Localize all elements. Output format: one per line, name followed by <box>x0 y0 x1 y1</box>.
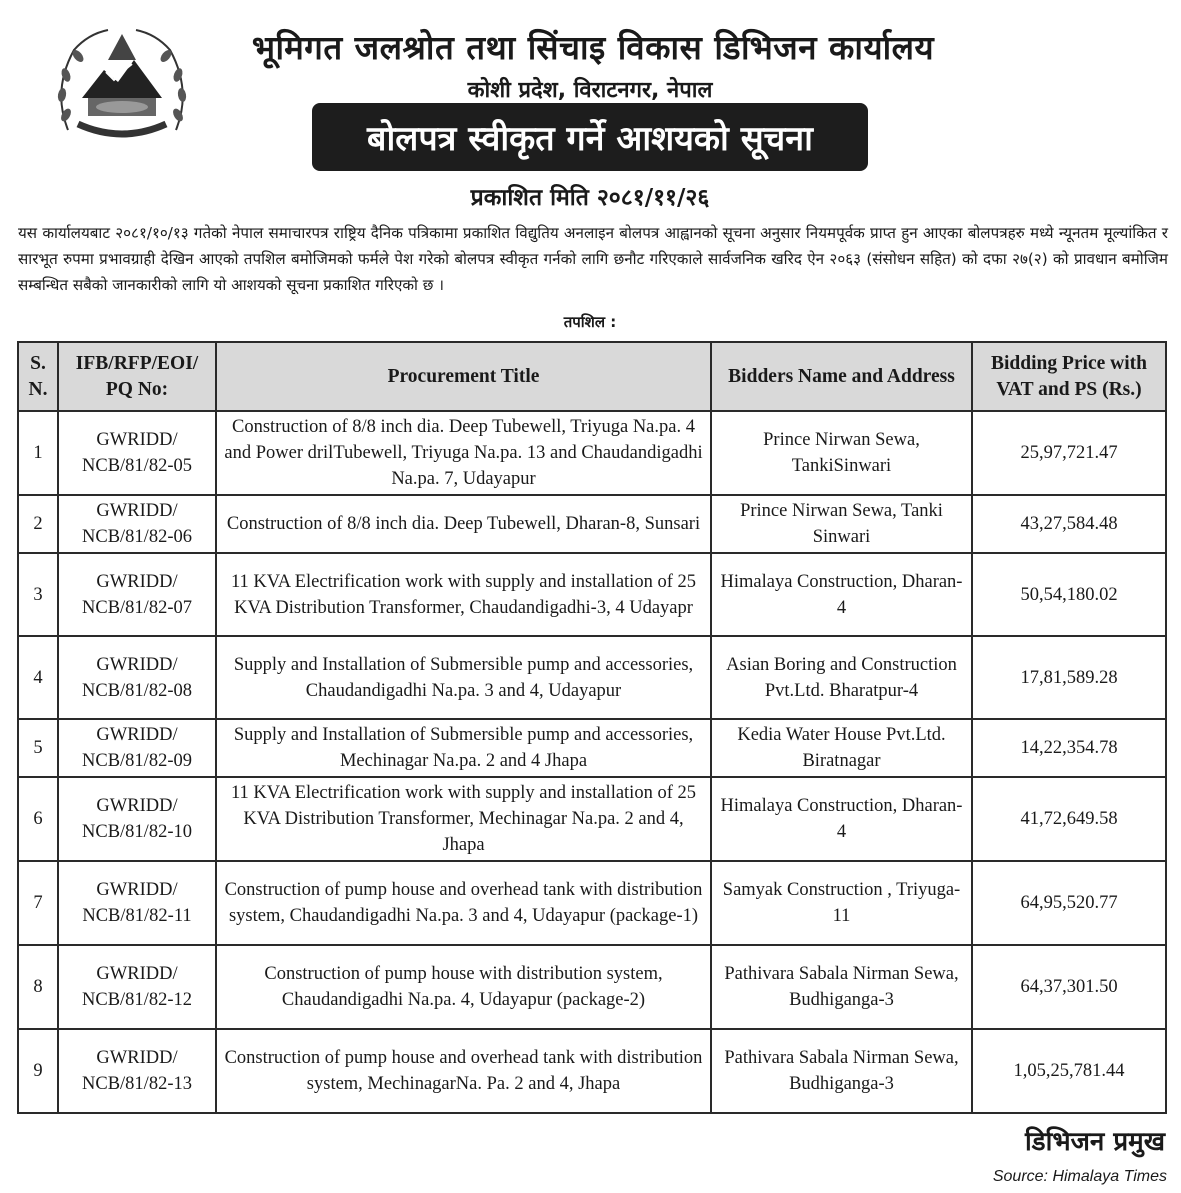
nepal-emblem-icon <box>48 20 196 154</box>
cell-sn: 6 <box>18 777 58 861</box>
cell-title: Supply and Installation of Submersible pump and accessories, Chaudandigadhi Na.pa. 3 and 4, Udayapur <box>216 636 711 719</box>
cell-bidder: Kedia Water House Pvt.Ltd. Biratnagar <box>711 719 972 777</box>
cell-title: Construction of pump house and overhead tank with distribution system, MechinagarNa. Pa. 2 and 4, Jhapa <box>216 1029 711 1113</box>
cell-sn: 2 <box>18 495 58 553</box>
cell-ifb: GWRIDD/ NCB/81/82-06 <box>58 495 216 553</box>
cell-price: 1,05,25,781.44 <box>972 1029 1166 1113</box>
cell-price: 64,95,520.77 <box>972 861 1166 945</box>
details-label: तपशिल : <box>563 313 617 331</box>
cell-sn: 4 <box>18 636 58 719</box>
cell-bidder: Himalaya Construction, Dharan-4 <box>711 553 972 636</box>
table-row <box>18 777 1166 861</box>
cell-sn: 5 <box>18 719 58 777</box>
source-credit: Source: Himalaya Times <box>992 1168 1167 1185</box>
cell-bidder: Samyak Construction , Triyuga-11 <box>711 861 972 945</box>
cell-ifb: GWRIDD/ NCB/81/82-10 <box>58 777 216 861</box>
cell-title: Construction of pump house and overhead tank with distribution system, Chaudandigadhi Na.pa. 3 and 4, Udayapur (package-1) <box>216 861 711 945</box>
cell-sn: 8 <box>18 945 58 1029</box>
header-price: Bidding Price with VAT and PS (Rs.) <box>972 342 1166 411</box>
table-row <box>18 719 1166 777</box>
cell-sn: 3 <box>18 553 58 636</box>
cell-ifb: GWRIDD/ NCB/81/82-13 <box>58 1029 216 1113</box>
table-row <box>18 1029 1166 1113</box>
cell-title: 11 KVA Electrification work with supply and installation of 25 KVA Distribution Transformer, Mechinagar Na.pa. 2 and 4, Jhapa <box>216 777 711 861</box>
cell-bidder: Himalaya Construction, Dharan-4 <box>711 777 972 861</box>
cell-bidder: Pathivara Sabala Nirman Sewa, Budhiganga-3 <box>711 945 972 1029</box>
cell-ifb: GWRIDD/ NCB/81/82-08 <box>58 636 216 719</box>
cell-price: 64,37,301.50 <box>972 945 1166 1029</box>
header-sn: S. N. <box>18 342 58 411</box>
cell-bidder: Prince Nirwan Sewa, Tanki Sinwari <box>711 495 972 553</box>
notice-title: बोलपत्र स्वीकृत गर्ने आशयको सूचना <box>367 119 813 159</box>
header-ifb: IFB/RFP/EOI/ PQ No: <box>58 342 216 411</box>
cell-title: Supply and Installation of Submersible pump and accessories, Mechinagar Na.pa. 2 and 4 Jhapa <box>216 719 711 777</box>
header-bidder: Bidders Name and Address <box>711 342 972 411</box>
table-row <box>18 636 1166 719</box>
cell-sn: 7 <box>18 861 58 945</box>
cell-sn: 1 <box>18 411 58 495</box>
table-row <box>18 945 1166 1029</box>
office-location: कोशी प्रदेश, विराटनगर, नेपाल <box>467 78 713 103</box>
signatory-title: डिभिजन प्रमुख <box>1024 1127 1165 1157</box>
cell-price: 50,54,180.02 <box>972 553 1166 636</box>
cell-bidder: Prince Nirwan Sewa, TankiSinwari <box>711 411 972 495</box>
table-row <box>18 553 1166 636</box>
cell-ifb: GWRIDD/ NCB/81/82-09 <box>58 719 216 777</box>
cell-sn: 9 <box>18 1029 58 1113</box>
cell-bidder: Asian Boring and Construction Pvt.Ltd. Bharatpur-4 <box>711 636 972 719</box>
bid-table <box>17 341 1167 1114</box>
cell-ifb: GWRIDD/ NCB/81/82-05 <box>58 411 216 495</box>
intro-paragraph: यस कार्यालयबाट २०८१/१०/१३ गतेको नेपाल समाचारपत्र राष्ट्रिय दैनिक पत्रिकामा प्रकाशित विद्युतिय अनलाइन बोलपत्र आह्वानको सूचना अनुसार नियमपूर्वक प्राप्त हुन आएका बोलपत्रहरु मध्ये न्यूनतम मूल्यांकित र सारभूत रुपमा प्रभावग्राही देखिन आएको तपशिल बमोजिमको फर्मले पेश गरेको बोलपत्र स्वीकृत गर्नको लागि छनौट गरिएकाले सार्वजनिक खरिद ऐन २०६३ (संसोधन सहित) को दफा २७(२) को प्रावधान बमोजिम सम्बन्धित सबैको जानकारीको लागि यो आशयको सूचना प्रकाशित गरिएको छ । <box>18 224 1168 294</box>
notice-title-banner <box>312 103 868 171</box>
cell-title: Construction of 8/8 inch dia. Deep Tubewell, Triyuga Na.pa. 4 and Power drilTubewell, Triyuga Na.pa. 13 and Chaudandigadhi Na.pa. 7, Udayapur <box>216 411 711 495</box>
table-row <box>18 495 1166 553</box>
table-row <box>18 861 1166 945</box>
cell-price: 41,72,649.58 <box>972 777 1166 861</box>
office-name: भूमिगत जलश्रोत तथा सिंचाइ विकास डिभिजन कार्यालय <box>251 28 935 67</box>
cell-ifb: GWRIDD/ NCB/81/82-11 <box>58 861 216 945</box>
cell-price: 17,81,589.28 <box>972 636 1166 719</box>
cell-bidder: Pathivara Sabala Nirman Sewa, Budhiganga-3 <box>711 1029 972 1113</box>
cell-price: 25,97,721.47 <box>972 411 1166 495</box>
cell-title: 11 KVA Electrification work with supply and installation of 25 KVA Distribution Transformer, Chaudandigadhi-3, 4 Udayapr <box>216 553 711 636</box>
cell-price: 43,27,584.48 <box>972 495 1166 553</box>
cell-title: Construction of pump house with distribution system, Chaudandigadhi Na.pa. 4, Udayapur (package-2) <box>216 945 711 1029</box>
header-title: Procurement Title <box>216 342 711 411</box>
cell-ifb: GWRIDD/ NCB/81/82-12 <box>58 945 216 1029</box>
published-date: प्रकाशित मिति २०८१/११/२६ <box>470 185 710 211</box>
table-row <box>18 411 1166 495</box>
cell-title: Construction of 8/8 inch dia. Deep Tubewell, Dharan-8, Sunsari <box>216 495 711 553</box>
cell-ifb: GWRIDD/ NCB/81/82-07 <box>58 553 216 636</box>
cell-price: 14,22,354.78 <box>972 719 1166 777</box>
table-header-row <box>18 342 1166 411</box>
